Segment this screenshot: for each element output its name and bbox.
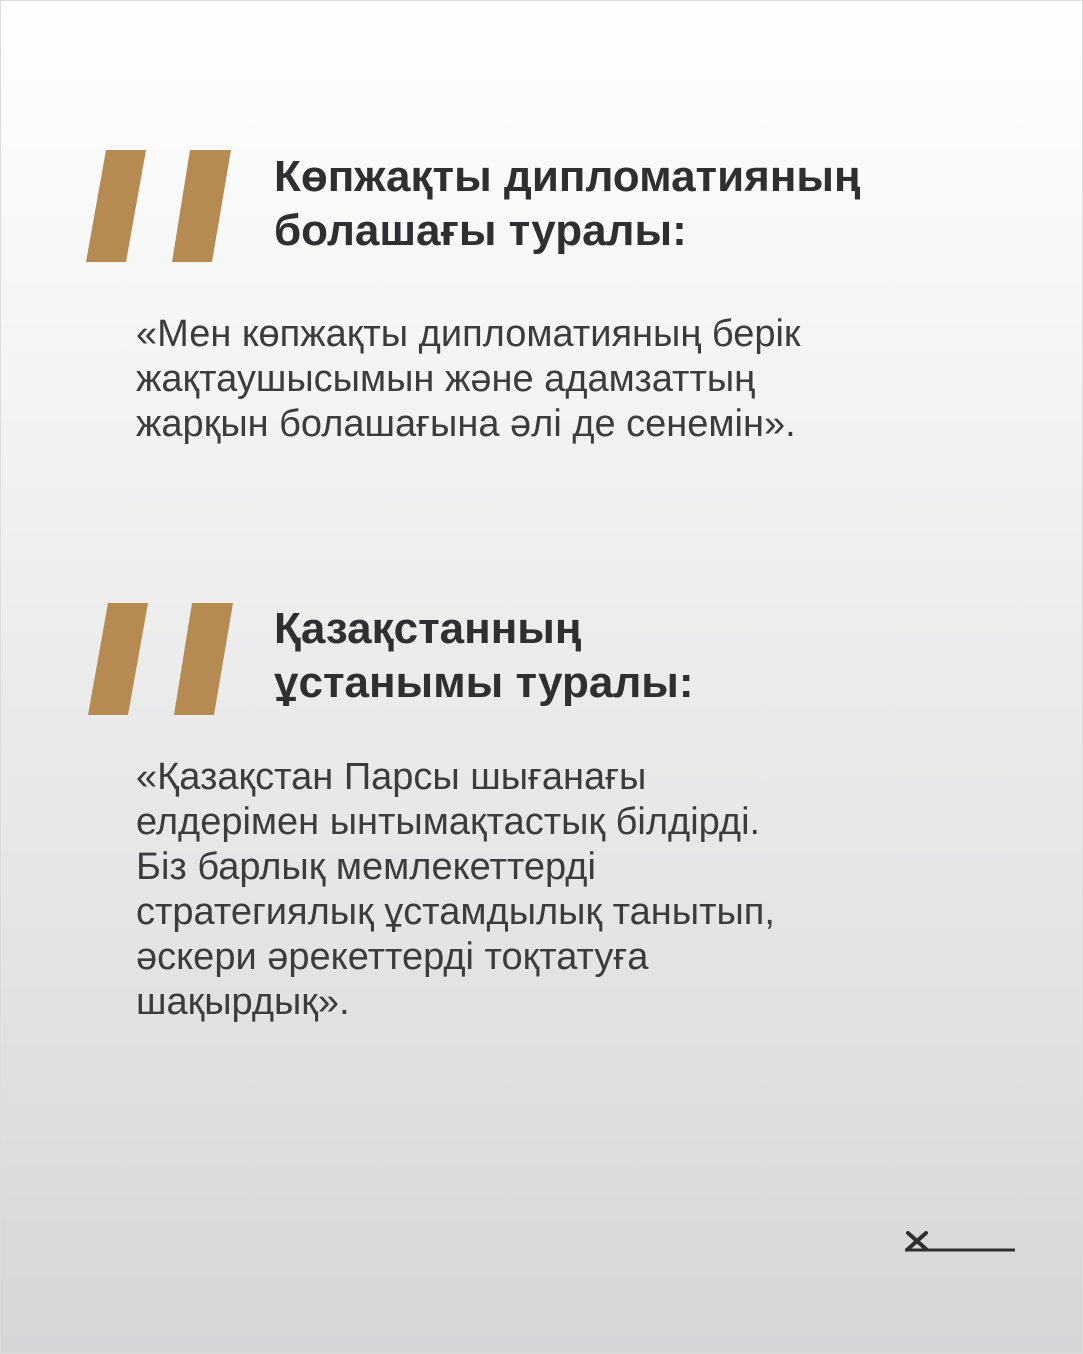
quote-text-kazakhstan-position: «Қазақстан Парсы шығанағы елдерімен ынтымақтастық білдірді. Біз барлық мемлекеттерді стратегиялық ұстамдылық танытып, әскери әрекеттерді тоқтатуға шақырдық». xyxy=(136,756,775,1023)
section-heading-diplomacy: Көпжақты дипломатияның болашағы туралы: xyxy=(274,152,861,255)
quote-text-diplomacy: «Мен көпжақты дипломатияның берік жақтаушысымын және адамзаттың жарқын болашағына әлі де сенемін». xyxy=(136,313,801,445)
quote-mark-icon xyxy=(88,603,233,715)
section-heading-kazakhstan-position: Қазақстанның ұстанымы туралы: xyxy=(274,604,694,707)
x-logo-icon xyxy=(903,1228,1018,1254)
quote-mark-icon xyxy=(86,150,231,262)
